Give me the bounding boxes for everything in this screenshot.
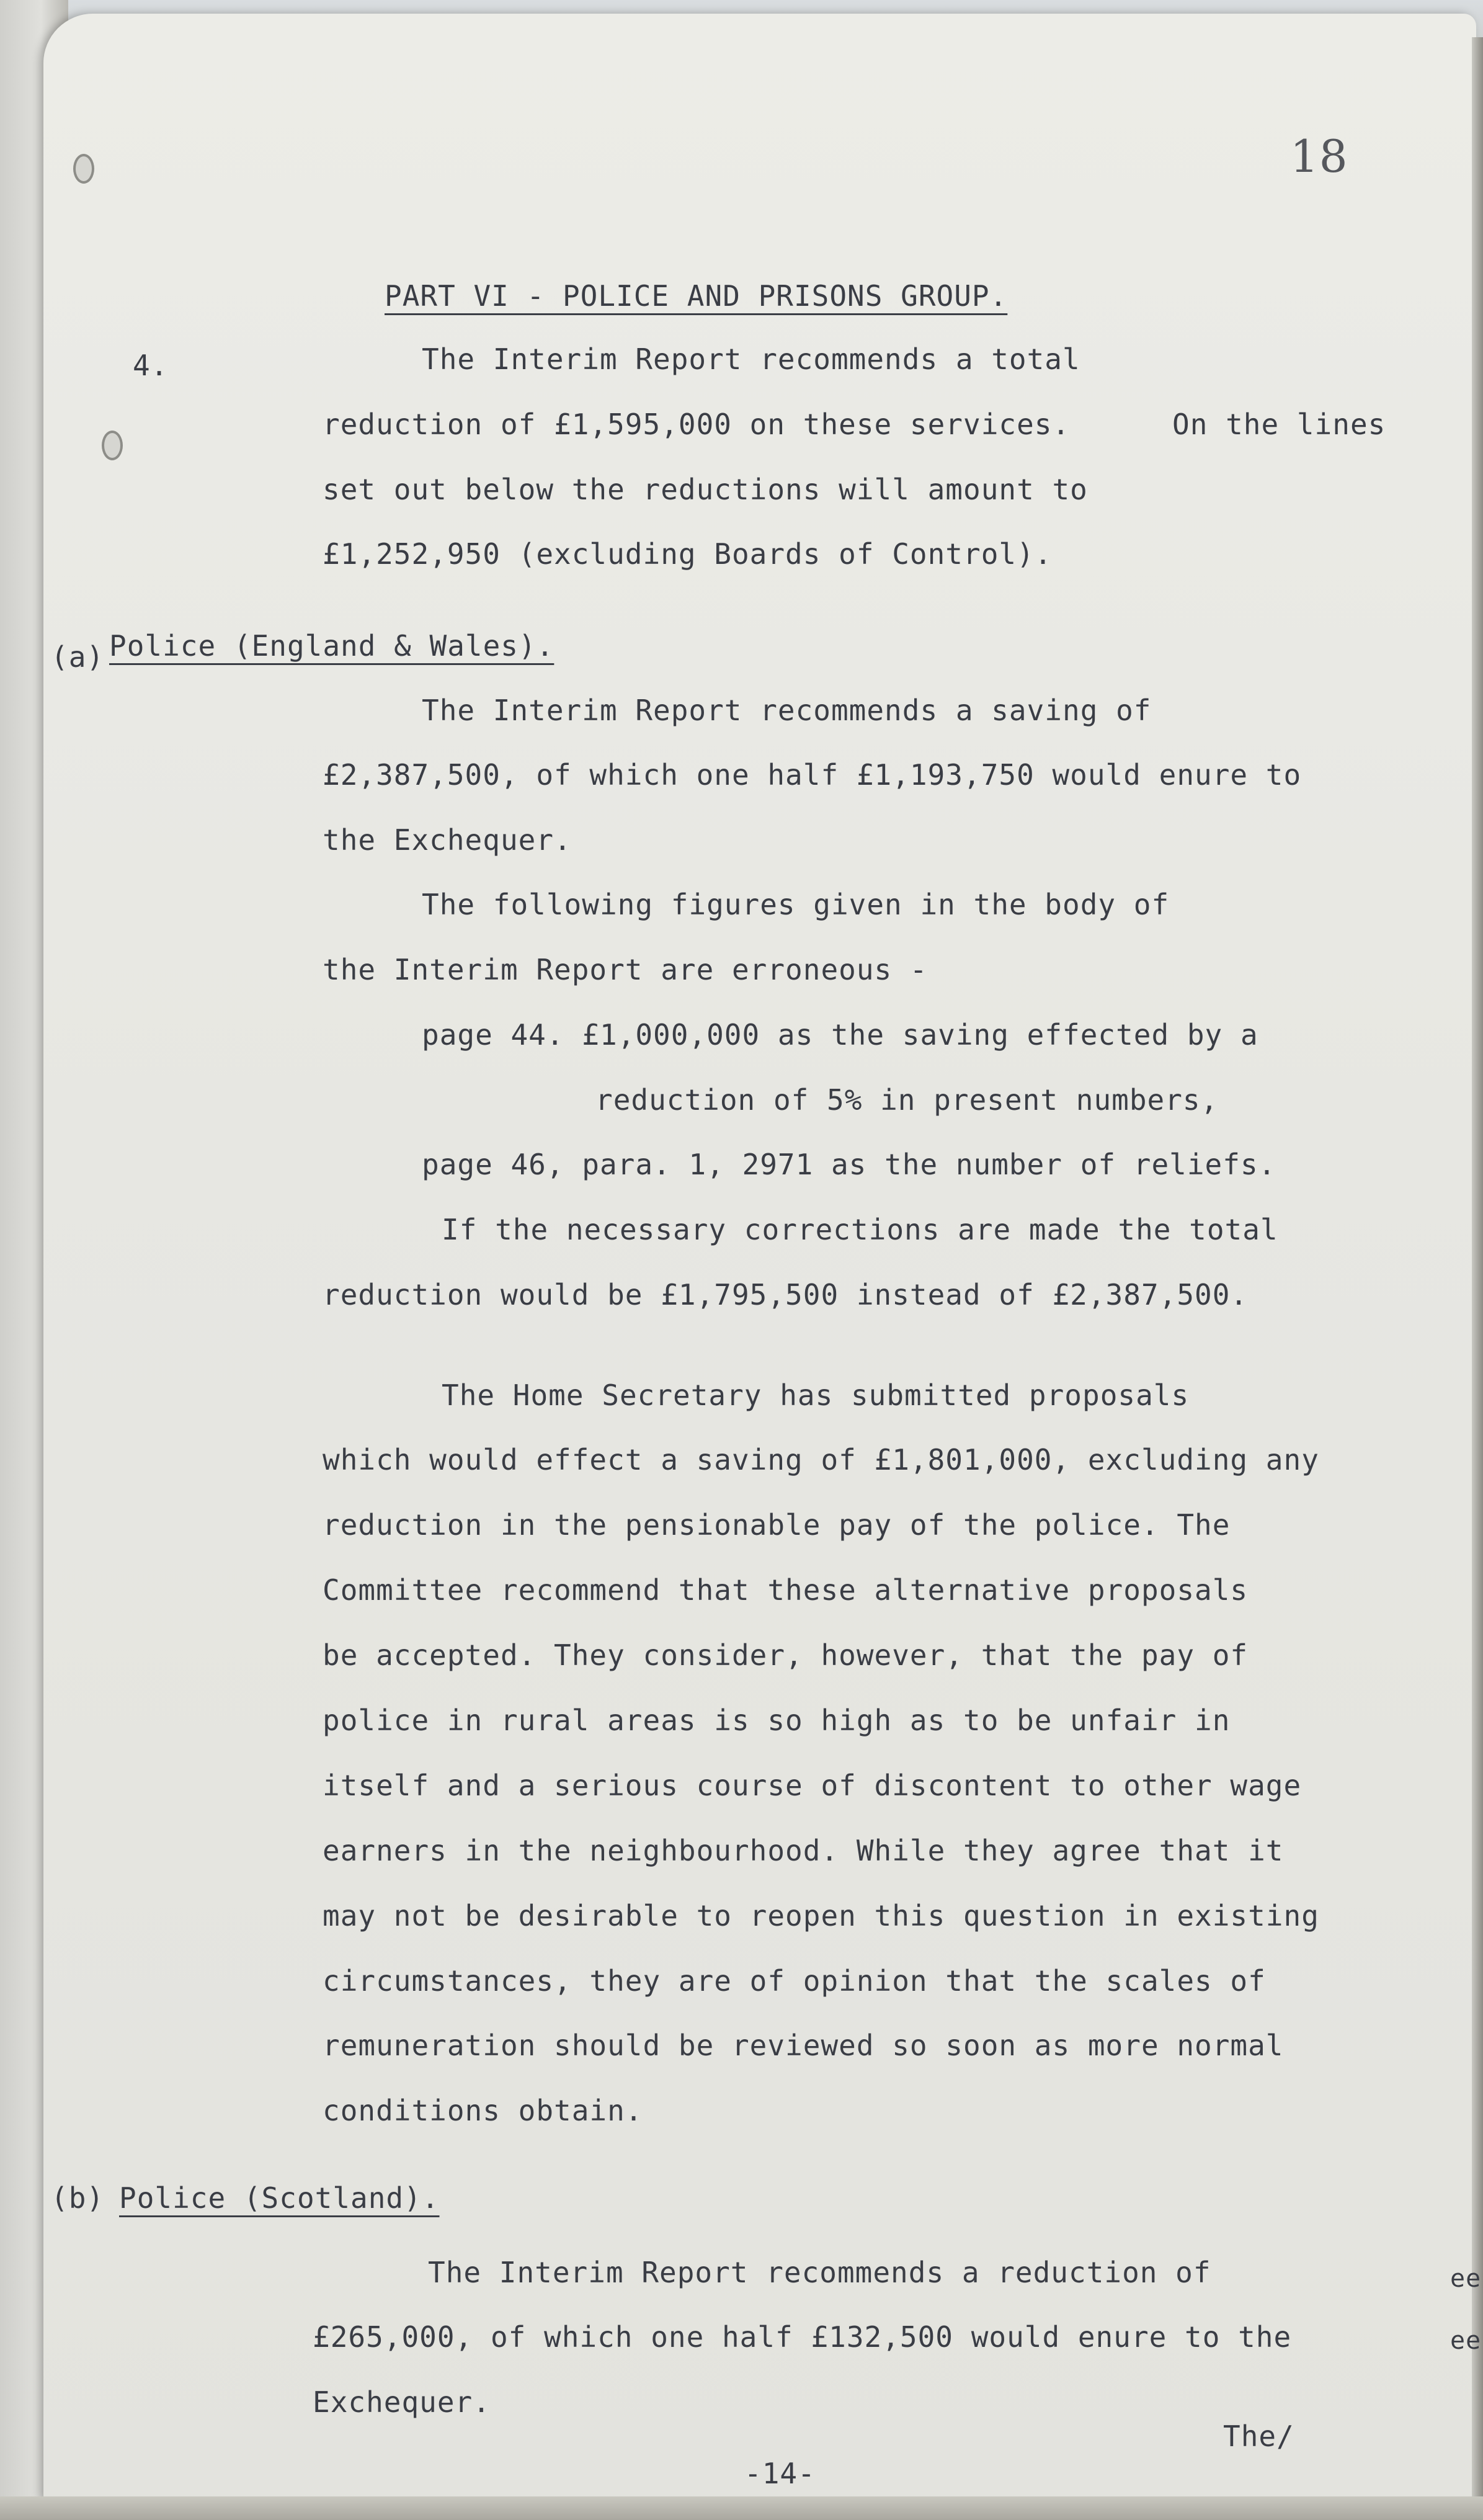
footer-page-number: -14- [744, 2457, 816, 2490]
section-a-line: page 44. £1,000,000 as the saving effected by a [422, 1018, 1258, 1052]
section-a-line: reduction of 5% in present numbers, [595, 1083, 1219, 1117]
document-page [43, 14, 1476, 2501]
page-number: 18 [1290, 130, 1348, 182]
home-secretary-line: itself and a serious course of discontent to other wage [323, 1769, 1302, 1802]
section-a-label: (a) [51, 640, 105, 674]
section-a-line: £2,387,500, of which one half £1,193,750 would enure to [323, 758, 1302, 792]
section-a-line: the Interim Report are erroneous - [323, 953, 928, 986]
intro-line: reduction of £1,595,000 on these services. [323, 408, 1071, 441]
intro-line: £1,252,950 (excluding Boards of Control). [323, 537, 1053, 571]
catchword: The/ [1223, 2419, 1294, 2453]
intro-line: The Interim Report recommends a total [422, 342, 1080, 376]
intro-line: set out below the reductions will amount to [323, 473, 1088, 506]
section-a-title: Police (England & Wales). [109, 629, 554, 663]
home-secretary-line: conditions obtain. [323, 2094, 643, 2127]
section-a-line: The following figures given in the body of [422, 888, 1170, 921]
section-a-line: page 46, para. 1, 2971 as the number of reliefs. [422, 1148, 1276, 1181]
home-secretary-line: reduction in the pensionable pay of the police. The [323, 1508, 1231, 1542]
home-secretary-line: police in rural areas is so high as to be unfair in [323, 1704, 1231, 1737]
home-secretary-line: earners in the neighbourhood. While they agree that it [323, 1834, 1284, 1867]
section-b-line: £265,000, of which one half £132,500 would enure to the [313, 2320, 1292, 2354]
home-secretary-line: circumstances, they are of opinion that the scales of [323, 1964, 1266, 1998]
home-secretary-line: which would effect a saving of £1,801,000, excluding any [323, 1443, 1319, 1477]
home-secretary-line: The Home Secretary has submitted proposals [442, 1378, 1190, 1412]
section-b-line: The Interim Report recommends a reduction of [428, 2256, 1211, 2289]
section-a-line: If the necessary corrections are made the total [442, 1213, 1278, 1246]
home-secretary-line: be accepted. They consider, however, that the pay of [323, 1638, 1249, 1672]
page-bottom-edge [0, 2496, 1483, 2520]
paragraph-number: 4. [133, 349, 169, 382]
next-page-edge [1472, 37, 1483, 2513]
section-a-line: the Exchequer. [323, 823, 572, 857]
margin-fragment: ee [1450, 2264, 1482, 2293]
home-secretary-line: may not be desirable to reopen this question in existing [323, 1899, 1319, 1932]
section-a-line: The Interim Report recommends a saving of [422, 694, 1152, 727]
section-heading: PART VI - POLICE AND PRISONS GROUP. [385, 279, 1008, 313]
margin-fragment: ee [1450, 2326, 1482, 2355]
punch-hole [102, 431, 123, 460]
home-secretary-line: Committee recommend that these alternative proposals [323, 1573, 1249, 1607]
section-b-line: Exchequer. [313, 2385, 491, 2419]
section-b-title: Police (Scotland). [119, 2181, 440, 2215]
punch-hole [73, 154, 94, 184]
home-secretary-line: remuneration should be reviewed so soon as more normal [323, 2029, 1284, 2062]
intro-line: On the lines [1172, 408, 1386, 441]
section-b-label: (b) [51, 2181, 105, 2215]
section-a-line: reduction would be £1,795,500 instead of £2,387,500. [323, 1278, 1249, 1311]
